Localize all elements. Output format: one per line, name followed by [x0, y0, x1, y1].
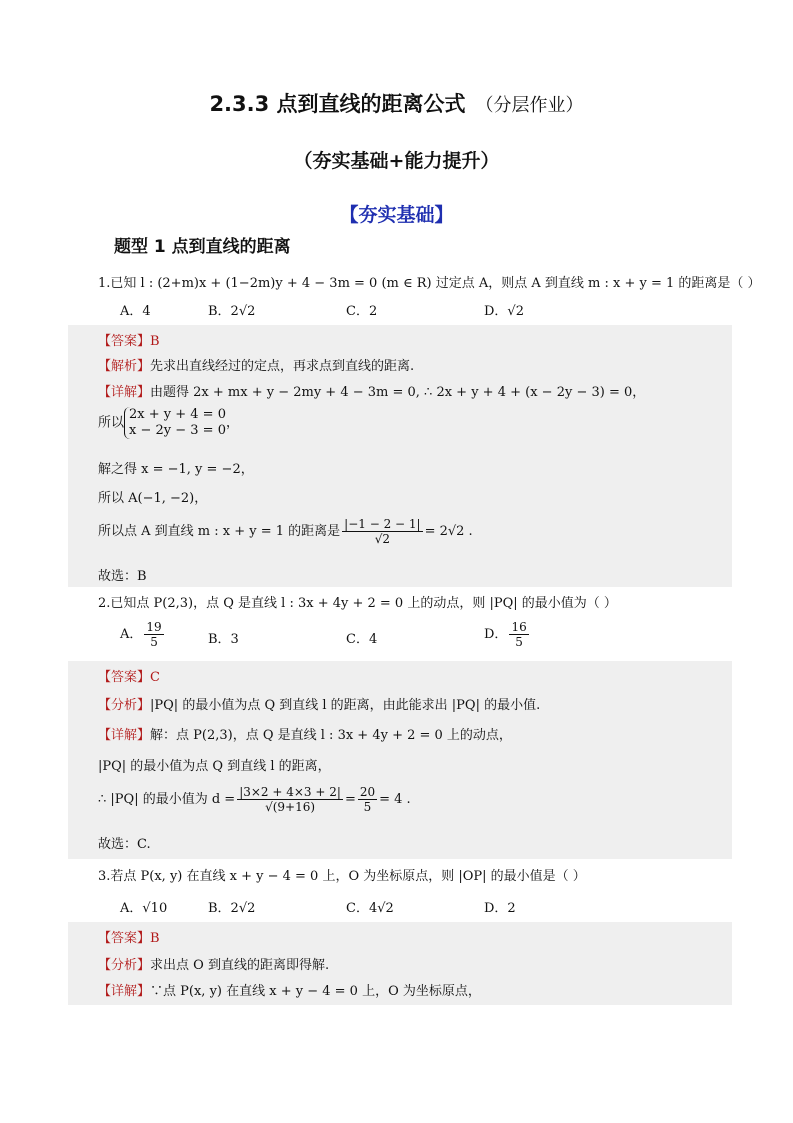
- q2-option-b: B．3: [208, 632, 239, 647]
- q3-option-c: C．4√2: [346, 901, 394, 916]
- q1-solution-box: [68, 325, 732, 587]
- q1-choice: 故选：B: [98, 569, 147, 584]
- q1-option-d: D．√2: [484, 304, 524, 319]
- section-heading: 【夯实基础】: [339, 204, 454, 226]
- page-subtitle: （夯实基础+能力提升）: [293, 150, 500, 172]
- q3-solution-box: [68, 922, 732, 1005]
- q1-distance-line: 所以点 A 到直线 m : x + y = 1 的距离是 $\frac{|-1 - 2 - 1|}{√2}$ = 2√2 .: [98, 517, 473, 546]
- question-2-stem: 2.已知点 P(2,3)，点 Q 是直线 l : 3x + 4y + 2 = 0 上的动点，则 |PQ| 的最小值为（ ）: [98, 596, 617, 611]
- q3-option-a: A．√10: [120, 901, 168, 916]
- q2-answer: 【答案】C: [98, 670, 160, 685]
- q3-option-b: B．2√2: [208, 901, 256, 916]
- q2-analysis: 【分析】|PQ| 的最小值为点 Q 到直线 l 的距离，由此能求出 |PQ| 的最小值.: [98, 698, 541, 713]
- question-3-stem: 3.若点 P(x, y) 在直线 x + y − 4 = 0 上，O 为坐标原点，则 |OP| 的最小值是（ ）: [98, 869, 586, 884]
- question-1-stem: 1.已知 l : (2+m)x + (1−2m)y + 4 − 3m = 0 (m ∈ R) 过定点 A，则点 A 到直线 m : x + y = 1 的距离是（ ）: [98, 276, 761, 291]
- page-title: [0, 88, 793, 118]
- q1-option-b: B．2√2: [208, 304, 256, 319]
- q1-solve-line: 解之得 x = −1, y = −2，: [98, 462, 254, 477]
- q1-answer: 【答案】B: [98, 334, 160, 349]
- q2-choice: 故选：C.: [98, 837, 151, 852]
- q1-detail: 【详解】由题得 2x + mx + y − 2my + 4 − 3m = 0, ∴ 2x + y + 4 + (x − 2y − 3) = 0，: [98, 385, 646, 400]
- q1-equation-system: 所以 2x + y + 4 = 0 x − 2y − 3 = 0 ，: [98, 407, 239, 438]
- q1-option-c: C．2: [346, 304, 378, 319]
- q1-option-a: A．4: [120, 304, 151, 319]
- q3-detail: 【详解】∵点 P(x, y) 在直线 x + y − 4 = 0 上，O 为坐标原点，: [98, 984, 481, 999]
- title-suffix: （分层作业）: [475, 95, 584, 116]
- question-type-heading: 题型 1 点到直线的距离: [114, 237, 291, 257]
- q2-option-c: C．4: [346, 632, 378, 647]
- q2-option-a: A． $\frac{19}{5}$: [120, 620, 162, 649]
- q2-detail: 【详解】解：点 P(2,3)，点 Q 是直线 l : 3x + 4y + 2 = 0 上的动点，: [98, 728, 512, 743]
- title-main: 2.3.3 点到直线的距离公式: [209, 92, 466, 116]
- q1-point-line: 所以 A(−1, −2)，: [98, 491, 208, 506]
- q1-analysis: 【解析】先求出直线经过的定点，再求点到直线的距离.: [98, 359, 415, 374]
- q3-answer: 【答案】B: [98, 931, 160, 946]
- q2-line-2: |PQ| 的最小值为点 Q 到直线 l 的距离，: [98, 759, 331, 774]
- q2-option-d: D． $\frac{16}{5}$: [484, 620, 527, 649]
- q2-calculation: ∴ |PQ| 的最小值为 d = $\frac{|3\times 2 + 4\times 3 + 2|}{√(9+16)}$ = $\frac{20}{5}$ = 4 .: [98, 785, 411, 814]
- q2-solution-box: [68, 661, 732, 859]
- q3-analysis: 【分析】求出点 O 到直线的距离即得解.: [98, 958, 330, 973]
- q3-option-d: D．2: [484, 901, 516, 916]
